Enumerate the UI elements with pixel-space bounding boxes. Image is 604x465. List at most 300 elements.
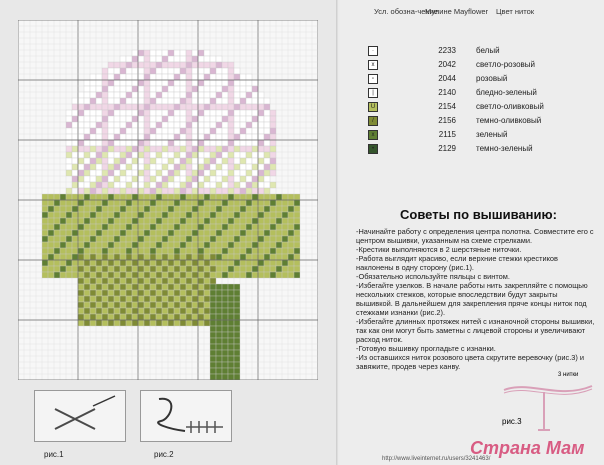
chart-cell <box>150 230 156 236</box>
chart-cell <box>192 62 198 68</box>
chart-cell <box>126 284 132 290</box>
chart-cell <box>186 182 192 188</box>
chart-cell <box>144 68 150 74</box>
chart-cell <box>246 224 252 230</box>
chart-cell <box>258 182 264 188</box>
chart-cell <box>216 62 222 68</box>
chart-cell <box>120 200 126 206</box>
chart-cell <box>96 272 102 278</box>
chart-cell <box>192 98 198 104</box>
chart-cell <box>270 224 276 230</box>
chart-cell <box>138 152 144 158</box>
chart-cell <box>114 110 120 116</box>
tip-paragraph: -Работа выглядит красиво, если верхние стежки крестиков наклонены в одну сторону (рис.1). <box>356 254 558 272</box>
chart-cell <box>120 266 126 272</box>
chart-cell <box>156 320 162 326</box>
chart-cell <box>192 164 198 170</box>
chart-cell <box>276 200 282 206</box>
chart-cell <box>102 188 108 194</box>
chart-cell <box>198 308 204 314</box>
symbol-icon: U <box>368 102 378 112</box>
chart-cell <box>264 266 270 272</box>
chart-cell <box>174 278 180 284</box>
chart-cell <box>60 212 66 218</box>
chart-cell <box>114 116 120 122</box>
chart-cell <box>156 242 162 248</box>
chart-cell <box>198 266 204 272</box>
chart-cell <box>210 224 216 230</box>
chart-cell <box>198 314 204 320</box>
chart-cell <box>204 164 210 170</box>
chart-cell <box>60 206 66 212</box>
chart-cell <box>72 266 78 272</box>
chart-cell <box>78 278 84 284</box>
chart-cell <box>222 110 228 116</box>
chart-cell <box>222 242 228 248</box>
chart-cell <box>222 182 228 188</box>
chart-cell <box>42 218 48 224</box>
chart-cell <box>108 260 114 266</box>
chart-cell <box>204 68 210 74</box>
chart-cell <box>114 104 120 110</box>
chart-cell <box>102 110 108 116</box>
chart-cell <box>66 236 72 242</box>
chart-cell <box>90 212 96 218</box>
chart-cell <box>186 296 192 302</box>
chart-cell <box>126 110 132 116</box>
chart-cell <box>168 176 174 182</box>
chart-cell <box>120 230 126 236</box>
chart-cell <box>138 98 144 104</box>
chart-cell <box>108 212 114 218</box>
chart-cell <box>66 248 72 254</box>
chart-cell <box>216 236 222 242</box>
chart-cell <box>126 290 132 296</box>
chart-cell <box>150 176 156 182</box>
chart-cell <box>228 128 234 134</box>
chart-cell <box>162 260 168 266</box>
chart-cell <box>252 86 258 92</box>
cross-stitch-chart <box>18 20 318 380</box>
chart-cell <box>84 320 90 326</box>
chart-cell <box>156 134 162 140</box>
chart-cell <box>132 62 138 68</box>
chart-cell <box>96 260 102 266</box>
chart-cell <box>246 200 252 206</box>
chart-cell <box>246 152 252 158</box>
chart-cell <box>216 182 222 188</box>
chart-cell <box>174 206 180 212</box>
chart-cell <box>168 86 174 92</box>
chart-cell <box>234 212 240 218</box>
chart-cell <box>258 116 264 122</box>
chart-cell <box>156 302 162 308</box>
chart-cell <box>150 248 156 254</box>
chart-cell <box>72 110 78 116</box>
chart-cell <box>102 206 108 212</box>
chart-cell <box>198 230 204 236</box>
chart-cell <box>192 128 198 134</box>
chart-cell <box>126 122 132 128</box>
chart-cell <box>132 260 138 266</box>
chart-cell <box>192 140 198 146</box>
chart-cell <box>240 218 246 224</box>
chart-cell <box>108 218 114 224</box>
chart-cell <box>174 92 180 98</box>
chart-cell <box>294 260 300 266</box>
chart-cell <box>198 92 204 98</box>
chart-cell <box>240 122 246 128</box>
chart-cell <box>96 200 102 206</box>
chart-cell <box>240 200 246 206</box>
chart-cell <box>270 110 276 116</box>
chart-cell <box>186 230 192 236</box>
chart-cell <box>216 314 222 320</box>
symbol-icon: x <box>368 130 378 140</box>
chart-cell <box>252 80 258 86</box>
chart-cell <box>120 74 126 80</box>
chart-cell <box>228 80 234 86</box>
chart-cell <box>258 152 264 158</box>
chart-cell <box>174 176 180 182</box>
chart-cell <box>282 242 288 248</box>
chart-cell <box>228 374 234 380</box>
chart-cell <box>54 260 60 266</box>
chart-cell <box>120 92 126 98</box>
chart-cell <box>180 278 186 284</box>
chart-cell <box>222 212 228 218</box>
chart-cell <box>204 248 210 254</box>
chart-cell <box>186 80 192 86</box>
chart-cell <box>126 308 132 314</box>
chart-cell <box>138 242 144 248</box>
chart-cell <box>78 302 84 308</box>
chart-cell <box>246 218 252 224</box>
chart-cell <box>192 176 198 182</box>
chart-cell <box>102 200 108 206</box>
chart-cell <box>258 272 264 278</box>
chart-cell <box>162 302 168 308</box>
chart-cell <box>174 272 180 278</box>
chart-cell <box>114 290 120 296</box>
chart-cell <box>258 224 264 230</box>
chart-cell <box>66 128 72 134</box>
chart-cell <box>96 98 102 104</box>
chart-cell <box>108 104 114 110</box>
chart-cell <box>102 218 108 224</box>
chart-cell <box>150 212 156 218</box>
chart-cell <box>216 152 222 158</box>
chart-cell <box>138 296 144 302</box>
chart-cell <box>174 212 180 218</box>
chart-cell <box>108 116 114 122</box>
chart-cell <box>60 260 66 266</box>
chart-cell <box>210 116 216 122</box>
chart-cell <box>120 152 126 158</box>
tip-paragraph: -Избегайте узелков. В начале работы нить закрепляйте с помощью нескольких стежков, которые впоследствии будут закрыты вышивкой. В дальнейшем для закрепления пряче концы ниток под стежками изнанки (рис.2). <box>356 281 588 317</box>
chart-cell <box>174 242 180 248</box>
chart-cell <box>192 56 198 62</box>
chart-cell <box>222 194 228 200</box>
chart-cell <box>174 86 180 92</box>
chart-cell <box>138 284 144 290</box>
chart-cell <box>222 200 228 206</box>
chart-cell <box>264 272 270 278</box>
chart-cell <box>204 212 210 218</box>
chart-cell <box>96 236 102 242</box>
chart-cell <box>216 266 222 272</box>
chart-cell <box>222 176 228 182</box>
chart-cell <box>270 230 276 236</box>
chart-cell <box>276 230 282 236</box>
chart-cell <box>114 128 120 134</box>
chart-cell <box>240 176 246 182</box>
figure-1 <box>34 390 126 442</box>
chart-cell <box>108 80 114 86</box>
chart-cell <box>156 128 162 134</box>
chart-cell <box>252 266 258 272</box>
chart-cell <box>102 302 108 308</box>
chart-cell <box>132 140 138 146</box>
chart-cell <box>180 230 186 236</box>
chart-cell <box>96 188 102 194</box>
chart-cell <box>54 224 60 230</box>
chart-cell <box>288 194 294 200</box>
chart-cell <box>264 260 270 266</box>
chart-cell <box>78 266 84 272</box>
chart-cell <box>156 224 162 230</box>
chart-cell <box>168 188 174 194</box>
chart-cell <box>144 176 150 182</box>
chart-cell <box>222 290 228 296</box>
chart-cell <box>78 140 84 146</box>
chart-cell <box>174 158 180 164</box>
chart-cell <box>60 248 66 254</box>
chart-cell <box>132 284 138 290</box>
chart-cell <box>84 170 90 176</box>
chart-cell <box>204 158 210 164</box>
chart-cell <box>246 236 252 242</box>
chart-cell <box>180 212 186 218</box>
chart-cell <box>138 68 144 74</box>
legend-row <box>368 58 598 72</box>
chart-cell <box>180 272 186 278</box>
chart-cell <box>96 104 102 110</box>
chart-cell <box>264 164 270 170</box>
chart-cell <box>270 200 276 206</box>
chart-cell <box>270 140 276 146</box>
chart-cell <box>186 266 192 272</box>
chart-cell <box>276 254 282 260</box>
chart-cell <box>96 314 102 320</box>
chart-cell <box>216 242 222 248</box>
chart-cell <box>210 62 216 68</box>
chart-cell <box>282 254 288 260</box>
chart-cell <box>78 200 84 206</box>
chart-cell <box>96 140 102 146</box>
chart-cell <box>228 320 234 326</box>
chart-cell <box>252 158 258 164</box>
chart-cell <box>54 230 60 236</box>
chart-cell <box>264 242 270 248</box>
chart-cell <box>222 152 228 158</box>
chart-cell <box>120 248 126 254</box>
tip-paragraph: -Крестики выполняются в 2 шерстяные ниточки. <box>356 245 522 254</box>
chart-cell <box>162 116 168 122</box>
chart-cell <box>162 296 168 302</box>
chart-cell <box>48 236 54 242</box>
chart-cell <box>114 170 120 176</box>
chart-cell <box>210 296 216 302</box>
chart-cell <box>150 284 156 290</box>
chart-cell <box>132 266 138 272</box>
chart-cell <box>198 296 204 302</box>
chart-cell <box>150 170 156 176</box>
chart-cell <box>102 134 108 140</box>
chart-cell <box>42 200 48 206</box>
thread-color-name: светло-оливковый <box>476 102 544 111</box>
chart-cell <box>126 188 132 194</box>
chart-svg <box>18 20 318 380</box>
chart-cell <box>60 266 66 272</box>
chart-cell <box>222 320 228 326</box>
chart-cell <box>96 248 102 254</box>
chart-cell <box>108 182 114 188</box>
chart-cell <box>222 338 228 344</box>
chart-cell <box>144 224 150 230</box>
chart-cell <box>150 194 156 200</box>
chart-cell <box>108 200 114 206</box>
chart-cell <box>174 248 180 254</box>
chart-cell <box>240 266 246 272</box>
chart-cell <box>96 80 102 86</box>
chart-cell <box>234 194 240 200</box>
chart-cell <box>204 206 210 212</box>
chart-cell <box>108 68 114 74</box>
chart-cell <box>66 272 72 278</box>
chart-cell <box>126 302 132 308</box>
chart-cell <box>96 170 102 176</box>
chart-cell <box>150 50 156 56</box>
chart-cell <box>204 200 210 206</box>
chart-cell <box>114 164 120 170</box>
chart-cell <box>144 134 150 140</box>
chart-cell <box>132 134 138 140</box>
chart-cell <box>138 134 144 140</box>
chart-cell <box>108 176 114 182</box>
chart-cell <box>186 92 192 98</box>
chart-cell <box>210 242 216 248</box>
chart-cell <box>204 86 210 92</box>
chart-cell <box>132 194 138 200</box>
chart-cell <box>234 314 240 320</box>
chart-cell <box>150 92 156 98</box>
chart-cell <box>84 266 90 272</box>
chart-cell <box>186 206 192 212</box>
chart-cell <box>144 242 150 248</box>
chart-cell <box>198 80 204 86</box>
chart-cell <box>174 74 180 80</box>
chart-cell <box>78 164 84 170</box>
chart-cell <box>114 230 120 236</box>
chart-cell <box>228 344 234 350</box>
chart-cell <box>114 260 120 266</box>
chart-cell <box>126 242 132 248</box>
chart-cell <box>102 290 108 296</box>
chart-cell <box>240 170 246 176</box>
chart-cell <box>120 140 126 146</box>
thread-securing-icon <box>141 391 231 441</box>
chart-cell <box>114 278 120 284</box>
chart-cell <box>198 68 204 74</box>
chart-cell <box>234 320 240 326</box>
chart-cell <box>246 134 252 140</box>
chart-cell <box>48 194 54 200</box>
chart-cell <box>186 302 192 308</box>
chart-cell <box>78 128 84 134</box>
chart-cell <box>222 332 228 338</box>
chart-cell <box>144 188 150 194</box>
chart-cell <box>150 314 156 320</box>
chart-cell <box>174 152 180 158</box>
chart-cell <box>282 200 288 206</box>
chart-cell <box>144 266 150 272</box>
chart-cell <box>84 260 90 266</box>
chart-cell <box>204 266 210 272</box>
chart-cell <box>96 320 102 326</box>
chart-cell <box>132 98 138 104</box>
chart-cell <box>78 182 84 188</box>
chart-cell <box>96 224 102 230</box>
chart-cell <box>180 218 186 224</box>
figure-1-label: рис.1 <box>44 450 64 459</box>
chart-cell <box>168 218 174 224</box>
chart-cell <box>228 206 234 212</box>
chart-cell <box>168 314 174 320</box>
chart-cell <box>84 164 90 170</box>
chart-cell <box>180 134 186 140</box>
chart-cell <box>234 374 240 380</box>
chart-cell <box>72 218 78 224</box>
chart-cell <box>174 50 180 56</box>
thread-code: 2042 <box>438 60 456 69</box>
chart-cell <box>180 86 186 92</box>
chart-cell <box>180 242 186 248</box>
chart-cell <box>72 158 78 164</box>
chart-cell <box>72 128 78 134</box>
legend-header-color: Цвет ниток <box>496 7 535 16</box>
chart-cell <box>120 146 126 152</box>
chart-cell <box>198 284 204 290</box>
chart-cell <box>66 170 72 176</box>
chart-cell <box>90 86 96 92</box>
chart-cell <box>186 164 192 170</box>
chart-cell <box>246 140 252 146</box>
chart-cell <box>180 290 186 296</box>
chart-cell <box>120 62 126 68</box>
chart-cell <box>240 98 246 104</box>
chart-cell <box>258 110 264 116</box>
chart-cell <box>72 206 78 212</box>
chart-cell <box>78 242 84 248</box>
chart-cell <box>192 50 198 56</box>
chart-cell <box>138 146 144 152</box>
chart-cell <box>240 188 246 194</box>
chart-cell <box>246 176 252 182</box>
chart-cell <box>114 266 120 272</box>
chart-cell <box>210 248 216 254</box>
chart-cell <box>204 320 210 326</box>
